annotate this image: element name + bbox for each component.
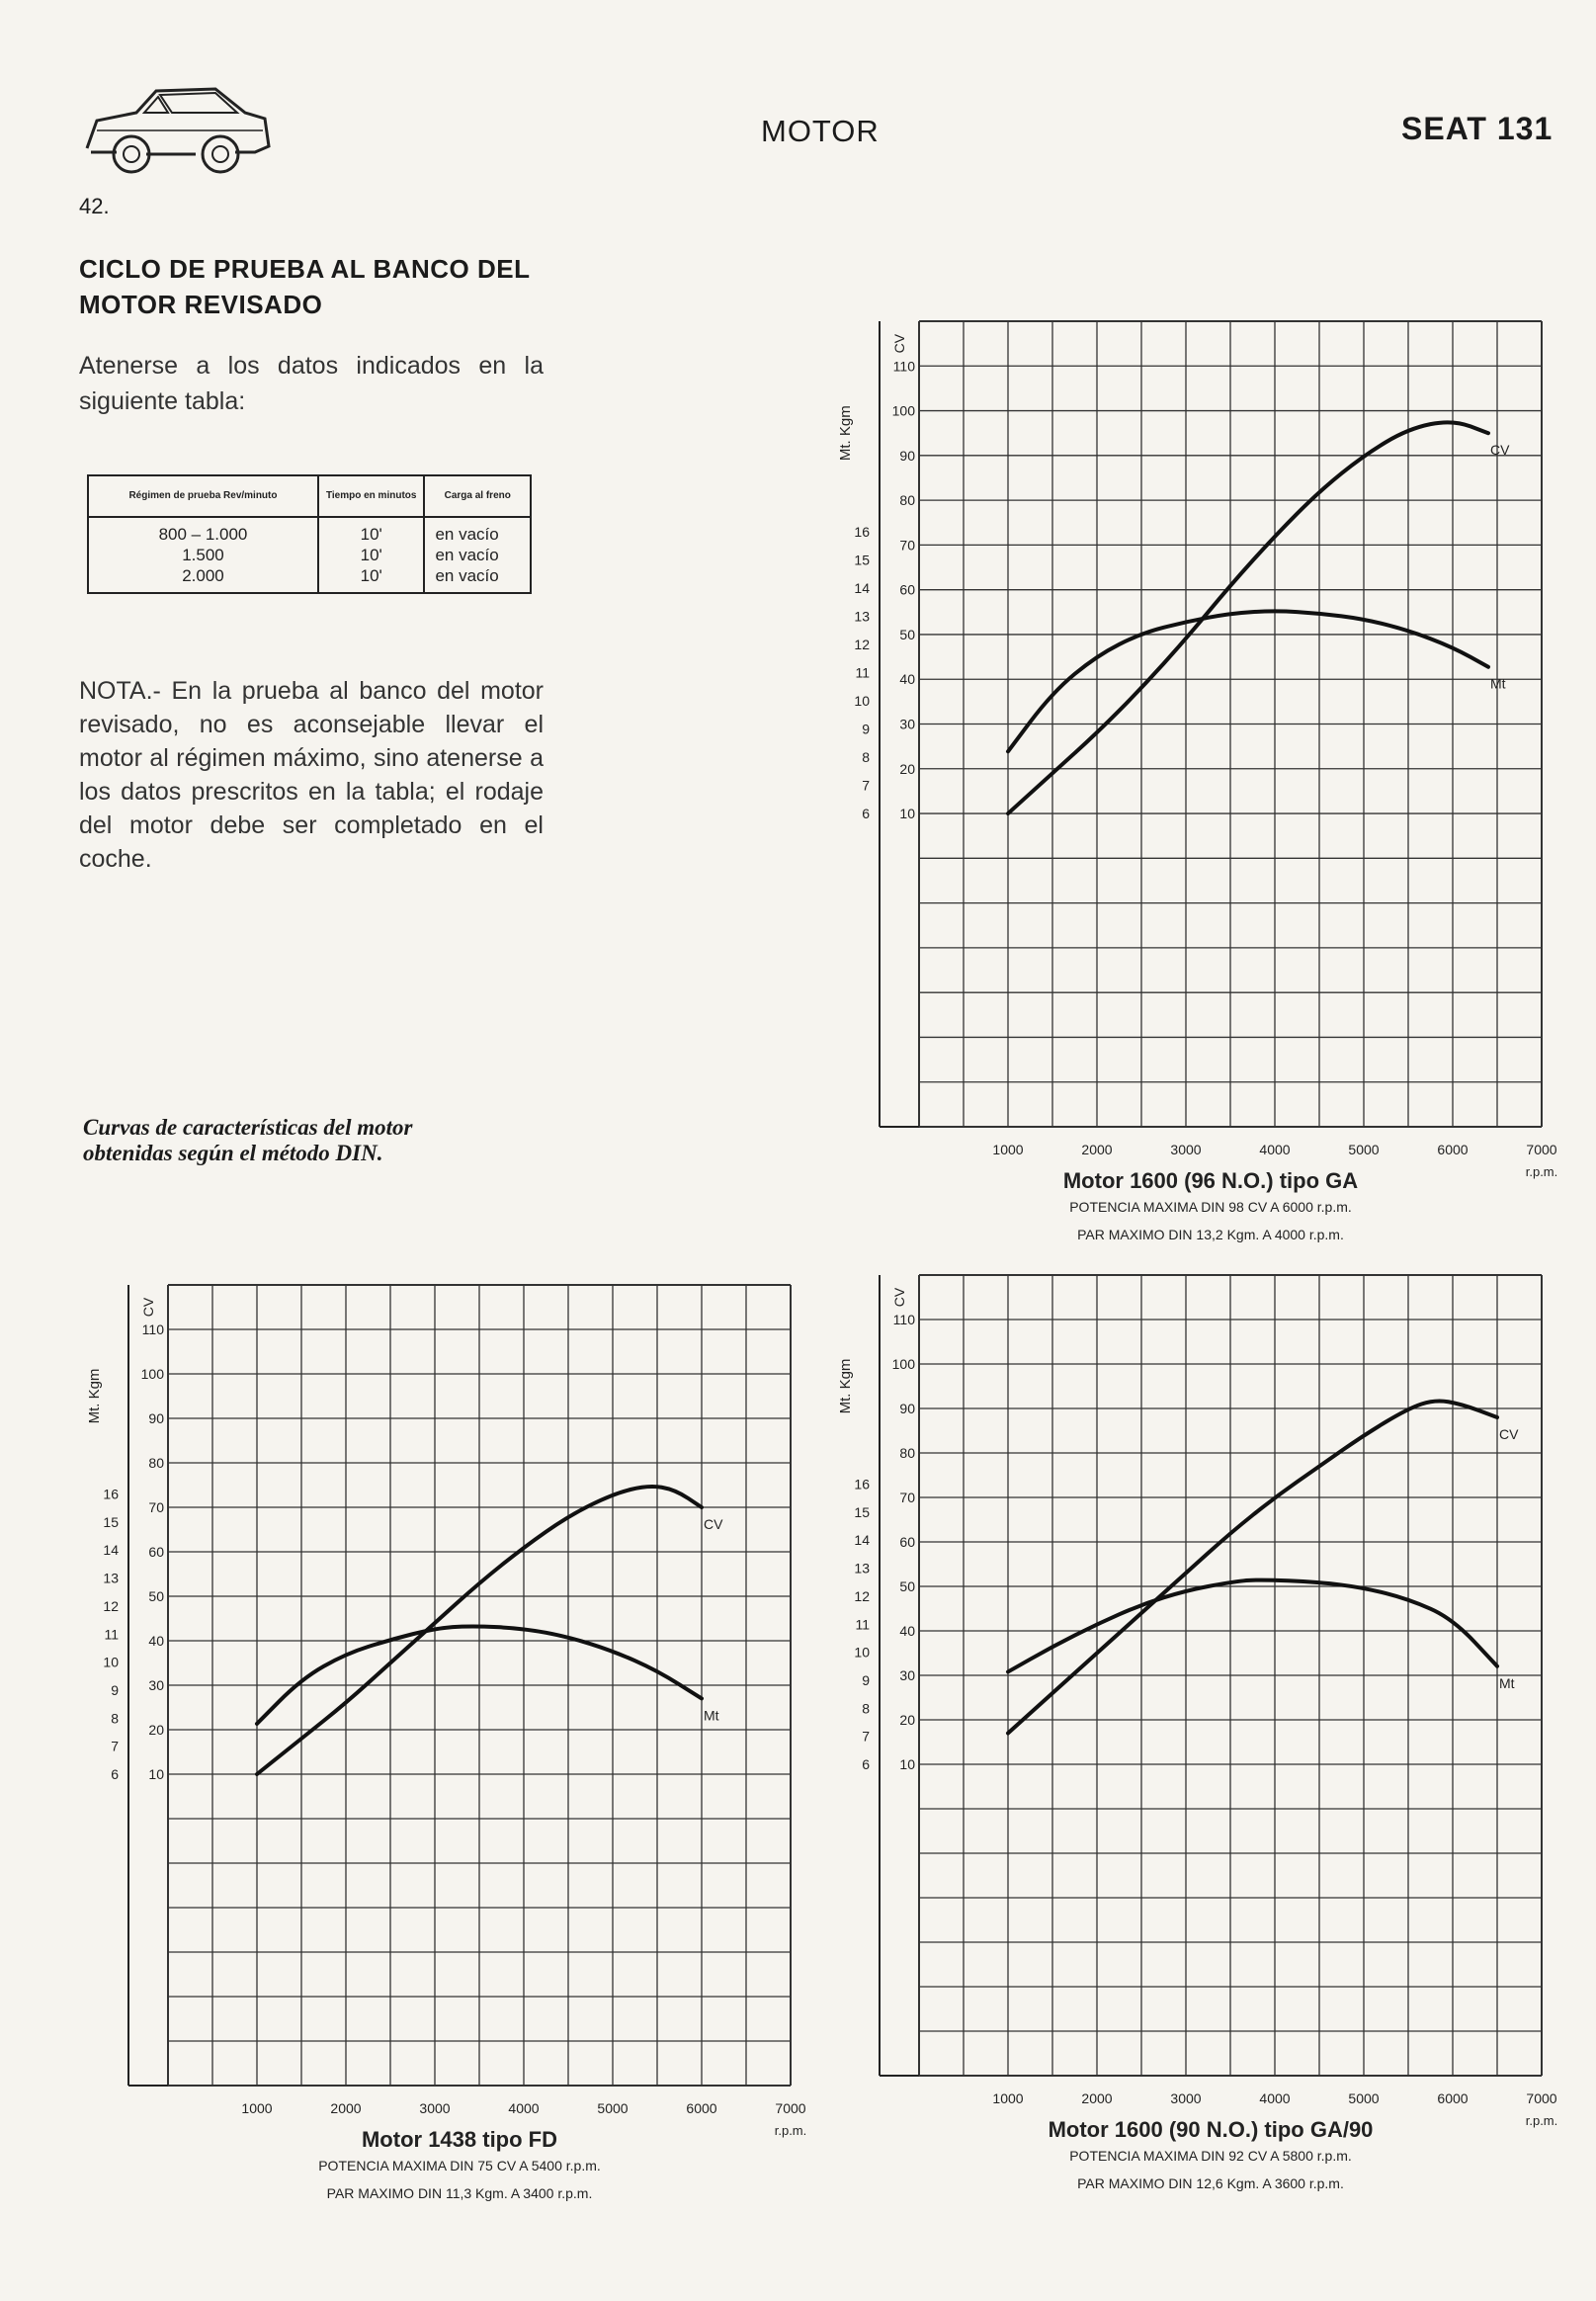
- mt-tick-label: 14: [854, 579, 870, 596]
- x-tick-label: 3000: [419, 2100, 451, 2116]
- cv-tick-label: 10: [148, 1766, 164, 1782]
- cv-tick-label: 100: [891, 1356, 915, 1372]
- note-paragraph: NOTA.- En la prueba al banco del motor revisado, no es aconsejable llevar el motor al régimen máximo, sino atenerse a los datos prescritos en la tabla; el rodaje del motor debe ser completado en el coche.: [79, 677, 544, 873]
- y-axis-label-mt: Mt. Kgm: [86, 1368, 103, 1424]
- x-tick-label: 6000: [1437, 2090, 1469, 2106]
- series-label-mt: Mt: [1490, 675, 1506, 692]
- cv-tick-label: 110: [892, 1312, 915, 1327]
- mt-tick-label: 6: [111, 1766, 119, 1782]
- mt-tick-label: 10: [854, 692, 870, 709]
- mt-tick-label: 11: [855, 664, 870, 681]
- series-label-cv: CV: [1499, 1426, 1519, 1442]
- chart-grid: [168, 1285, 791, 2086]
- section-header: MOTOR: [761, 114, 880, 148]
- chart-motor-1438-fd: [59, 1275, 810, 2234]
- cv-tick-label: 40: [899, 1623, 915, 1639]
- x-axis-label: r.p.m.: [1525, 1164, 1558, 1179]
- mt-tick-label: 6: [862, 1756, 870, 1772]
- x-tick-label: 2000: [1081, 1142, 1113, 1157]
- mt-tick-label: 14: [103, 1542, 119, 1559]
- chart-title: Motor 1600 (90 N.O.) tipo GA/90: [1048, 2117, 1374, 2142]
- mt-tick-label: 13: [854, 608, 870, 625]
- cv-tick-label: 10: [899, 1756, 915, 1772]
- series-label-cv: CV: [704, 1516, 723, 1532]
- cv-tick-label: 30: [899, 1667, 915, 1683]
- mt-tick-label: 8: [862, 749, 870, 766]
- x-tick-label: 7000: [1526, 1142, 1557, 1157]
- cv-tick-label: 20: [899, 1712, 915, 1728]
- mt-tick-label: 9: [111, 1681, 119, 1698]
- y-axis-label-mt: Mt. Kgm: [837, 405, 854, 462]
- model-header: SEAT 131: [1401, 111, 1554, 146]
- mt-tick-label: 12: [854, 1587, 870, 1604]
- y-axis-label-cv: CV: [891, 1287, 907, 1308]
- mt-tick-label: 12: [854, 636, 870, 652]
- chart-subtitle: PAR MAXIMO DIN 11,3 Kgm. A 3400 r.p.m.: [326, 2185, 593, 2201]
- x-axis-label: r.p.m.: [1525, 2113, 1558, 2128]
- x-tick-label: 5000: [597, 2100, 629, 2116]
- series-line-cv: [1008, 422, 1488, 813]
- x-tick-label: 6000: [686, 2100, 717, 2116]
- chart-motor-1600-ga: [830, 316, 1558, 1242]
- x-tick-label: 6000: [1437, 1142, 1469, 1157]
- x-tick-label: 3000: [1170, 1142, 1202, 1157]
- series-label-mt: Mt: [704, 1707, 719, 1724]
- cv-tick-label: 10: [899, 806, 915, 822]
- x-tick-label: 4000: [508, 2100, 540, 2116]
- cv-tick-label: 70: [899, 537, 915, 554]
- mt-tick-label: 10: [103, 1654, 119, 1670]
- cv-tick-label: 80: [148, 1455, 164, 1471]
- cv-tick-label: 40: [899, 671, 915, 688]
- cell-value: 1.500: [182, 546, 224, 564]
- table-header-row: [88, 475, 531, 517]
- mt-tick-label: 16: [854, 1476, 870, 1492]
- cv-tick-label: 70: [899, 1490, 915, 1505]
- x-tick-label: 2000: [330, 2100, 362, 2116]
- mt-tick-label: 8: [111, 1710, 119, 1727]
- column-header: Tiempo en minutos: [318, 475, 425, 517]
- x-tick-label: 1000: [992, 1142, 1024, 1157]
- section-title: CICLO DE PRUEBA AL BANCO DEL MOTOR REVISADO: [79, 254, 531, 319]
- mt-tick-label: 7: [862, 1728, 870, 1745]
- mt-tick-label: 7: [111, 1738, 119, 1754]
- cv-tick-label: 90: [899, 447, 915, 464]
- y-axis-label-mt: Mt. Kgm: [837, 1358, 854, 1414]
- cell-value: 10': [360, 566, 382, 585]
- chart-subtitle: POTENCIA MAXIMA DIN 98 CV A 6000 r.p.m.: [1069, 1199, 1352, 1215]
- x-tick-label: 2000: [1081, 2090, 1113, 2106]
- series-line-mt: [1008, 611, 1488, 751]
- x-tick-label: 3000: [1170, 2090, 1202, 2106]
- table-cell: [318, 517, 425, 593]
- cv-tick-label: 90: [148, 1410, 164, 1426]
- mt-tick-label: 15: [854, 552, 870, 568]
- mt-tick-label: 11: [104, 1626, 119, 1643]
- cv-tick-label: 50: [899, 626, 915, 642]
- curves-caption: Curvas de características del motor obtenidas según el método DIN.: [83, 1115, 413, 1165]
- series-label-mt: Mt: [1499, 1674, 1515, 1691]
- x-tick-label: 7000: [775, 2100, 806, 2116]
- chart-subtitle: PAR MAXIMO DIN 12,6 Kgm. A 3600 r.p.m.: [1077, 2175, 1344, 2191]
- cv-tick-label: 20: [148, 1722, 164, 1738]
- cell-value: en vacío: [435, 566, 499, 585]
- mt-tick-label: 7: [862, 777, 870, 794]
- mt-tick-label: 15: [103, 1513, 119, 1530]
- cell-value: en vacío: [435, 546, 499, 564]
- x-tick-label: 7000: [1526, 2090, 1557, 2106]
- cv-tick-label: 20: [899, 760, 915, 777]
- cv-tick-label: 80: [899, 492, 915, 509]
- chart-subtitle: PAR MAXIMO DIN 13,2 Kgm. A 4000 r.p.m.: [1077, 1227, 1344, 1242]
- x-tick-label: 4000: [1259, 2090, 1291, 2106]
- chart-grid: [919, 1275, 1542, 2076]
- cv-tick-label: 60: [148, 1544, 164, 1560]
- cell-value: 2.000: [182, 566, 224, 585]
- series-label-cv: CV: [1490, 442, 1510, 459]
- column-header: Régimen de prueba Rev/minuto: [88, 475, 318, 517]
- column-header: Carga al freno: [424, 475, 531, 517]
- x-tick-label: 5000: [1348, 1142, 1380, 1157]
- cv-tick-label: 50: [899, 1578, 915, 1594]
- y-axis-label-cv: CV: [140, 1297, 156, 1318]
- cv-tick-label: 100: [891, 402, 915, 419]
- mt-tick-label: 15: [854, 1503, 870, 1520]
- mt-tick-label: 13: [854, 1560, 870, 1577]
- chart-title: Motor 1600 (96 N.O.) tipo GA: [1062, 1168, 1359, 1193]
- x-tick-label: 5000: [1348, 2090, 1380, 2106]
- y-axis-label-cv: CV: [891, 333, 907, 354]
- x-tick-label: 1000: [992, 2090, 1024, 2106]
- series-line-cv: [1008, 1402, 1497, 1734]
- cv-tick-label: 110: [141, 1321, 164, 1337]
- car-logo-icon: [77, 61, 275, 200]
- mt-tick-label: 8: [862, 1700, 870, 1717]
- mt-tick-label: 9: [862, 721, 870, 737]
- mt-tick-label: 10: [854, 1644, 870, 1661]
- mt-tick-label: 6: [862, 806, 870, 822]
- chart-grid: [919, 321, 1542, 1127]
- chart-subtitle: POTENCIA MAXIMA DIN 92 CV A 5800 r.p.m.: [1069, 2148, 1352, 2164]
- cv-tick-label: 60: [899, 581, 915, 598]
- table-cell: [88, 517, 318, 593]
- mt-tick-label: 12: [103, 1597, 119, 1614]
- cell-value: 10': [360, 546, 382, 564]
- chart-title: Motor 1438 tipo FD: [361, 2127, 558, 2152]
- x-axis-label: r.p.m.: [774, 2123, 807, 2138]
- mt-tick-label: 9: [862, 1671, 870, 1688]
- test-cycle-table: [87, 474, 532, 594]
- mt-tick-label: 16: [103, 1486, 119, 1502]
- intro-paragraph: Atenerse a los datos indicados en la siguiente tabla:: [79, 352, 544, 415]
- mt-tick-label: 14: [854, 1532, 870, 1549]
- cell-value: en vacío: [435, 525, 499, 544]
- cv-tick-label: 70: [148, 1499, 164, 1515]
- cv-tick-label: 50: [148, 1588, 164, 1604]
- cell-value: 10': [360, 525, 382, 544]
- page-number: 42.: [79, 194, 110, 218]
- chart-motor-1600-ga90: [830, 1270, 1558, 2204]
- cv-tick-label: 80: [899, 1445, 915, 1461]
- cv-tick-label: 60: [899, 1534, 915, 1550]
- cv-tick-label: 40: [148, 1633, 164, 1649]
- x-tick-label: 4000: [1259, 1142, 1291, 1157]
- mt-tick-label: 16: [854, 523, 870, 540]
- table-cell: [424, 517, 531, 593]
- cv-tick-label: 90: [899, 1401, 915, 1416]
- cv-tick-label: 30: [148, 1677, 164, 1693]
- cv-tick-label: 30: [899, 716, 915, 732]
- x-tick-label: 1000: [241, 2100, 273, 2116]
- cv-tick-label: 100: [140, 1366, 164, 1382]
- table-row: [88, 517, 531, 593]
- mt-tick-label: 11: [855, 1616, 870, 1633]
- cv-tick-label: 110: [892, 358, 915, 375]
- series-line-mt: [1008, 1580, 1497, 1672]
- cell-value: 800 – 1.000: [158, 525, 248, 544]
- mt-tick-label: 13: [103, 1570, 119, 1586]
- chart-subtitle: POTENCIA MAXIMA DIN 75 CV A 5400 r.p.m.: [318, 2158, 601, 2173]
